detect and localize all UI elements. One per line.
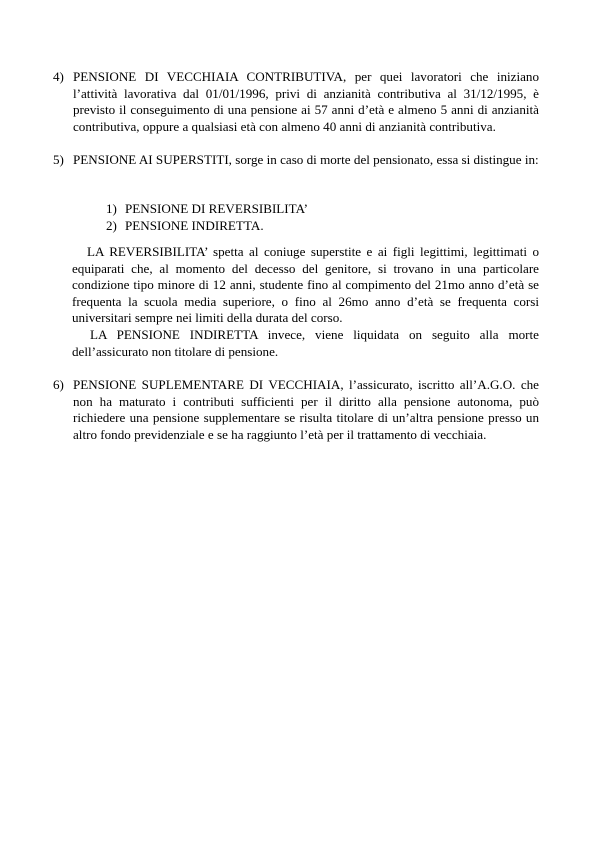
list-item-text: PENSIONE AI SUPERSTITI, sorge in caso di morte del pensionato, essa si distingue in:	[73, 152, 539, 167]
sub-list-text: PENSIONE INDIRETTA.	[125, 217, 264, 233]
list-item-6	[53, 377, 539, 443]
list-item-number: 6)	[53, 377, 64, 392]
sub-list-number: 2)	[106, 217, 117, 233]
indiretta-paragraph	[72, 327, 539, 360]
paragraph-text: LA REVERSIBILITA’ spetta al coniuge superstite e ai figli legittimi, legittimati o equiparati che, al momento del decesso del genitore, si trovano in una particolare condizione tipo minore di 12 anni, studente fino al compimento del 21mo anno d’età se frequenta la scuola media superiore, o fino al 26mo anno d’età se frequenta corsi universitari sempre nei limiti della durata del corso.	[72, 244, 539, 326]
sub-list-text: PENSIONE DI REVERSIBILITA’	[125, 201, 308, 216]
sub-list	[106, 201, 506, 234]
list-item-4	[53, 69, 539, 135]
sub-list-item-1	[106, 201, 506, 218]
sub-list-item-2	[106, 218, 506, 235]
list-item-text: PENSIONE DI VECCHIAIA CONTRIBUTIVA, per quei lavoratori che iniziano l’attività lavorativa dal 01/01/1996, privi di anzianità contributiva al 31/12/1995, è previsto il conseguimento di una pensione ai 57 anni d’età e almeno 5 anni di anzianità contributiva, oppure a qualsiasi età con almeno 40 anni di anzianità contributiva.	[73, 69, 539, 134]
list-item-number: 4)	[53, 69, 64, 84]
list-item-5	[53, 152, 539, 169]
paragraph-text: LA PENSIONE INDIRETTA invece, viene liquidata on seguito alla morte dell’assicurato non titolare di pensione.	[72, 327, 539, 359]
reversibilita-paragraph	[72, 244, 539, 327]
list-item-text: PENSIONE SUPLEMENTARE DI VECCHIAIA, l’assicurato, iscritto all’A.G.O. che non ha maturato i contributi sufficienti per il diritto alla pensione autonoma, può richiedere una pensione supplementare se risulta titolare di un’altra pensione presso un altro fondo previdenziale e se ha raggiunto l’età per il trattamento di vecchiaia.	[73, 377, 539, 442]
sub-list-number: 1)	[106, 201, 117, 216]
list-item-number: 5)	[53, 152, 64, 167]
